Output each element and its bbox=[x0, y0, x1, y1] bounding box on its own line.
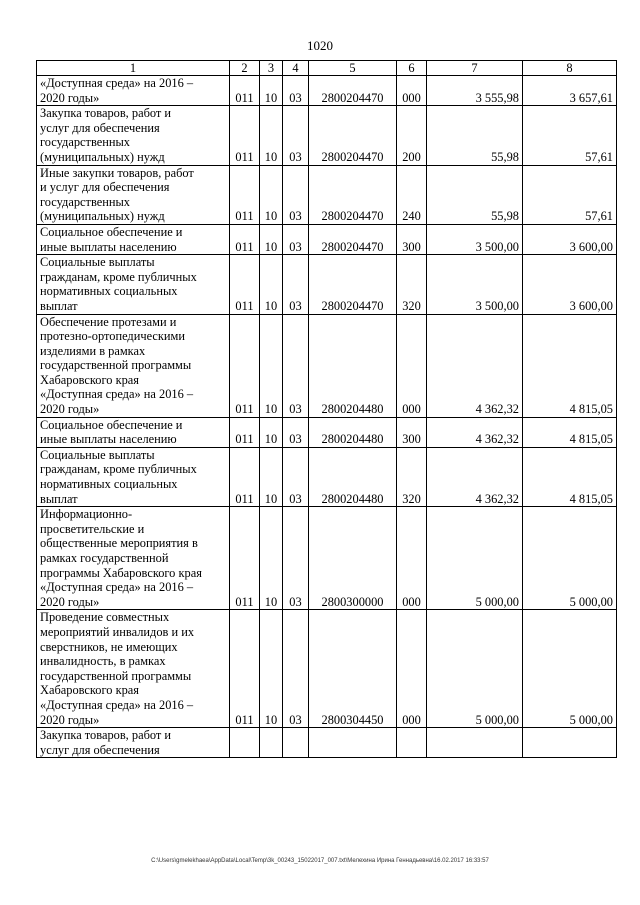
subsection-code bbox=[283, 728, 309, 758]
section-code: 10 bbox=[260, 417, 283, 447]
row-name-line: (муниципальных) нужд bbox=[40, 149, 165, 164]
row-name bbox=[37, 507, 230, 610]
row-name-line: выплат bbox=[40, 298, 78, 313]
row-name-line: Информационно- bbox=[40, 507, 133, 522]
section-code: 10 bbox=[260, 224, 283, 254]
ministry-code: 011 bbox=[230, 224, 260, 254]
amount-2019: 4 815,05 bbox=[523, 447, 617, 506]
column-header: 8 bbox=[523, 61, 617, 76]
section-code: 10 bbox=[260, 610, 283, 728]
row-name-line: государственных bbox=[40, 135, 131, 150]
target-article-code: 2800204470 bbox=[309, 76, 397, 106]
column-header: 3 bbox=[260, 61, 283, 76]
amount-2019: 5 000,00 bbox=[523, 610, 617, 728]
table-row bbox=[37, 507, 617, 610]
subsection-code: 03 bbox=[283, 447, 309, 506]
row-name-line: государственной программы bbox=[40, 668, 192, 683]
section-code: 10 bbox=[260, 76, 283, 106]
target-article-code: 2800204470 bbox=[309, 165, 397, 224]
column-header: 7 bbox=[427, 61, 523, 76]
row-name-line: Иные закупки товаров, работ bbox=[40, 165, 194, 180]
subsection-code: 03 bbox=[283, 76, 309, 106]
row-name-line: выплат bbox=[40, 491, 78, 506]
column-header: 1 bbox=[37, 61, 230, 76]
row-name-line: и услуг для обеспечения bbox=[40, 180, 170, 195]
amount-2019: 3 600,00 bbox=[523, 224, 617, 254]
row-name-line: государственных bbox=[40, 194, 131, 209]
row-name bbox=[37, 417, 230, 447]
row-name-line: нормативных социальных bbox=[40, 477, 178, 492]
amount-2019: 57,61 bbox=[523, 106, 617, 165]
amount-2018 bbox=[427, 728, 523, 758]
row-name-line: рамках государственной bbox=[40, 551, 169, 565]
row-name-line: нормативных социальных bbox=[40, 284, 178, 299]
row-name bbox=[37, 76, 230, 106]
table-row bbox=[37, 728, 617, 758]
row-name-line: гражданам, кроме публичных bbox=[40, 462, 197, 477]
expense-type-code: 240 bbox=[397, 165, 427, 224]
row-name bbox=[37, 610, 230, 728]
subsection-code: 03 bbox=[283, 610, 309, 728]
row-name-line: Социальное обеспечение и bbox=[40, 417, 183, 432]
amount-2018: 3 500,00 bbox=[427, 224, 523, 254]
section-code: 10 bbox=[260, 447, 283, 506]
row-name-line: сверстников, не имеющих bbox=[40, 639, 178, 654]
expense-type-code: 000 bbox=[397, 314, 427, 417]
page-number: 1020 bbox=[307, 38, 333, 53]
row-name bbox=[37, 447, 230, 506]
expense-type-code: 000 bbox=[397, 610, 427, 728]
row-name-line: изделиями в рамках bbox=[40, 343, 146, 358]
section-code: 10 bbox=[260, 165, 283, 224]
amount-2019: 3 600,00 bbox=[523, 255, 617, 314]
ministry-code: 011 bbox=[230, 507, 260, 610]
section-code: 10 bbox=[260, 507, 283, 610]
subsection-code: 03 bbox=[283, 417, 309, 447]
expense-type-code: 000 bbox=[397, 76, 427, 106]
ministry-code: 011 bbox=[230, 106, 260, 165]
row-name bbox=[37, 728, 230, 758]
column-header: 2 bbox=[230, 61, 260, 76]
row-name-line: общественные мероприятия в bbox=[40, 536, 198, 551]
ministry-code: 011 bbox=[230, 255, 260, 314]
table-row bbox=[37, 417, 617, 447]
expense-type-code: 300 bbox=[397, 224, 427, 254]
column-header: 5 bbox=[309, 61, 397, 76]
column-header: 6 bbox=[397, 61, 427, 76]
row-name-line: услуг для обеспечения bbox=[40, 742, 160, 757]
section-code: 10 bbox=[260, 255, 283, 314]
amount-2019: 57,61 bbox=[523, 165, 617, 224]
target-article-code: 2800204480 bbox=[309, 314, 397, 417]
amount-2018: 5 000,00 bbox=[427, 507, 523, 610]
ministry-code bbox=[230, 728, 260, 758]
amount-2019 bbox=[523, 728, 617, 758]
row-name-line: государственной программы bbox=[40, 358, 192, 373]
amount-2019: 4 815,05 bbox=[523, 314, 617, 417]
expense-type-code: 320 bbox=[397, 255, 427, 314]
row-name-line: инвалидность, в рамках bbox=[40, 654, 166, 669]
expense-type-code: 200 bbox=[397, 106, 427, 165]
row-name bbox=[37, 106, 230, 165]
amount-2018: 3 500,00 bbox=[427, 255, 523, 314]
target-article-code: 2800300000 bbox=[309, 507, 397, 610]
table-row bbox=[37, 255, 617, 314]
row-name-line: мероприятий инвалидов и их bbox=[40, 624, 195, 639]
row-name-line: Хабаровского края bbox=[40, 683, 139, 698]
section-code: 10 bbox=[260, 106, 283, 165]
subsection-code: 03 bbox=[283, 106, 309, 165]
expense-type-code bbox=[397, 728, 427, 758]
row-name-line: Социальные выплаты bbox=[40, 255, 155, 270]
amount-2019: 4 815,05 bbox=[523, 417, 617, 447]
row-name-line: просветительские и bbox=[40, 521, 145, 536]
row-name-line: Закупка товаров, работ и bbox=[40, 728, 172, 743]
table-row bbox=[37, 314, 617, 417]
row-name bbox=[37, 224, 230, 254]
row-name-line: 2020 годы» bbox=[40, 402, 100, 417]
section-code: 10 bbox=[260, 314, 283, 417]
budget-table bbox=[36, 60, 617, 758]
row-name-line: Проведение совместных bbox=[40, 610, 170, 625]
row-name-line: Хабаровского края bbox=[40, 372, 139, 387]
ministry-code: 011 bbox=[230, 76, 260, 106]
row-name-line: Закупка товаров, работ и bbox=[40, 106, 172, 121]
subsection-code: 03 bbox=[283, 165, 309, 224]
table-row bbox=[37, 106, 617, 165]
table-row bbox=[37, 447, 617, 506]
row-name-line: программы Хабаровского края bbox=[40, 565, 202, 580]
row-name-line: (муниципальных) нужд bbox=[40, 209, 165, 224]
row-name-line: услуг для обеспечения bbox=[40, 120, 160, 135]
table-row bbox=[37, 76, 617, 106]
amount-2018: 4 362,32 bbox=[427, 447, 523, 506]
target-article-code: 2800304450 bbox=[309, 610, 397, 728]
amount-2018: 55,98 bbox=[427, 165, 523, 224]
expense-type-code: 320 bbox=[397, 447, 427, 506]
row-name-line: 2020 годы» bbox=[40, 712, 100, 727]
amount-2018: 55,98 bbox=[427, 106, 523, 165]
ministry-code: 011 bbox=[230, 447, 260, 506]
target-article-code: 2800204480 bbox=[309, 417, 397, 447]
row-name bbox=[37, 255, 230, 314]
row-name-line: 2020 годы» bbox=[40, 594, 100, 609]
row-name-line: гражданам, кроме публичных bbox=[40, 269, 197, 284]
table-row bbox=[37, 610, 617, 728]
section-code bbox=[260, 728, 283, 758]
target-article-code bbox=[309, 728, 397, 758]
amount-2019: 5 000,00 bbox=[523, 507, 617, 610]
row-name-line: Социальное обеспечение и bbox=[40, 224, 183, 239]
amount-2018: 4 362,32 bbox=[427, 417, 523, 447]
row-name-line: Обеспечение протезами и bbox=[40, 314, 177, 329]
row-name-line: «Доступная среда» на 2016 – bbox=[40, 580, 194, 595]
row-name-line: 2020 годы» bbox=[40, 90, 100, 105]
target-article-code: 2800204470 bbox=[309, 224, 397, 254]
target-article-code: 2800204470 bbox=[309, 106, 397, 165]
expense-type-code: 000 bbox=[397, 507, 427, 610]
subsection-code: 03 bbox=[283, 507, 309, 610]
amount-2018: 4 362,32 bbox=[427, 314, 523, 417]
target-article-code: 2800204480 bbox=[309, 447, 397, 506]
row-name-line: «Доступная среда» на 2016 – bbox=[40, 387, 194, 402]
row-name bbox=[37, 165, 230, 224]
table-row bbox=[37, 165, 617, 224]
row-name-line: иные выплаты населению bbox=[40, 239, 177, 254]
header-row bbox=[37, 61, 617, 76]
amount-2019: 3 657,61 bbox=[523, 76, 617, 106]
table-row bbox=[37, 224, 617, 254]
column-header: 4 bbox=[283, 61, 309, 76]
row-name bbox=[37, 314, 230, 417]
subsection-code: 03 bbox=[283, 255, 309, 314]
ministry-code: 011 bbox=[230, 417, 260, 447]
table-body bbox=[37, 76, 617, 758]
subsection-code: 03 bbox=[283, 314, 309, 417]
amount-2018: 3 555,98 bbox=[427, 76, 523, 106]
row-name-line: Социальные выплаты bbox=[40, 447, 155, 462]
row-name-line: «Доступная среда» на 2016 – bbox=[40, 697, 194, 712]
footer-path: C:\Users\gmelekhaea\AppData\Local\Temp\3k_00243_15022017_007.txt\Мелехина Ирина Геннадьевна\16.02.2017 16:33:57 bbox=[151, 858, 489, 864]
subsection-code: 03 bbox=[283, 224, 309, 254]
expense-type-code: 300 bbox=[397, 417, 427, 447]
row-name-line: иные выплаты населению bbox=[40, 432, 177, 447]
target-article-code: 2800204470 bbox=[309, 255, 397, 314]
amount-2018: 5 000,00 bbox=[427, 610, 523, 728]
ministry-code: 011 bbox=[230, 165, 260, 224]
row-name-line: «Доступная среда» на 2016 – bbox=[40, 76, 194, 90]
ministry-code: 011 bbox=[230, 610, 260, 728]
row-name-line: протезно-ортопедическими bbox=[40, 329, 186, 344]
ministry-code: 011 bbox=[230, 314, 260, 417]
